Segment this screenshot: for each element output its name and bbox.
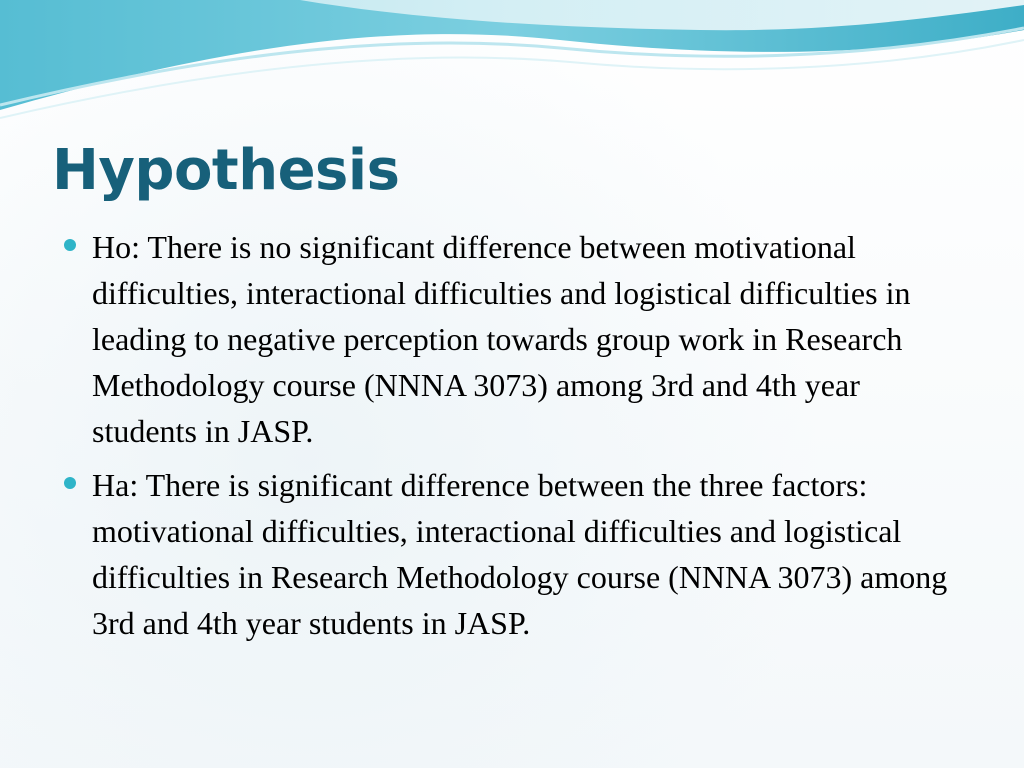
wave-header-decoration [0,0,1024,130]
slide-title: Hypothesis [52,138,400,203]
bullet-list [62,224,962,654]
bullet-item-alternative-hypothesis [62,462,962,646]
bullet-dot-icon [64,239,76,251]
bullet-item-null-hypothesis [62,224,962,454]
bullet-text: Ha: There is significant difference between the three factors: motivational difficulties, interactional difficulties and logistical difficulties in Research Methodology course (NNNA 3073) among 3rd and 4th year students in JASP. [92,467,948,641]
bullet-dot-icon [64,477,76,489]
bullet-text: Ho: There is no significant difference between motivational difficulties, interactional difficulties and logistical difficulties in leading to negative perception towards group work in Research Methodology course (NNNA 3073) among 3rd and 4th year students in JASP. [92,229,911,449]
